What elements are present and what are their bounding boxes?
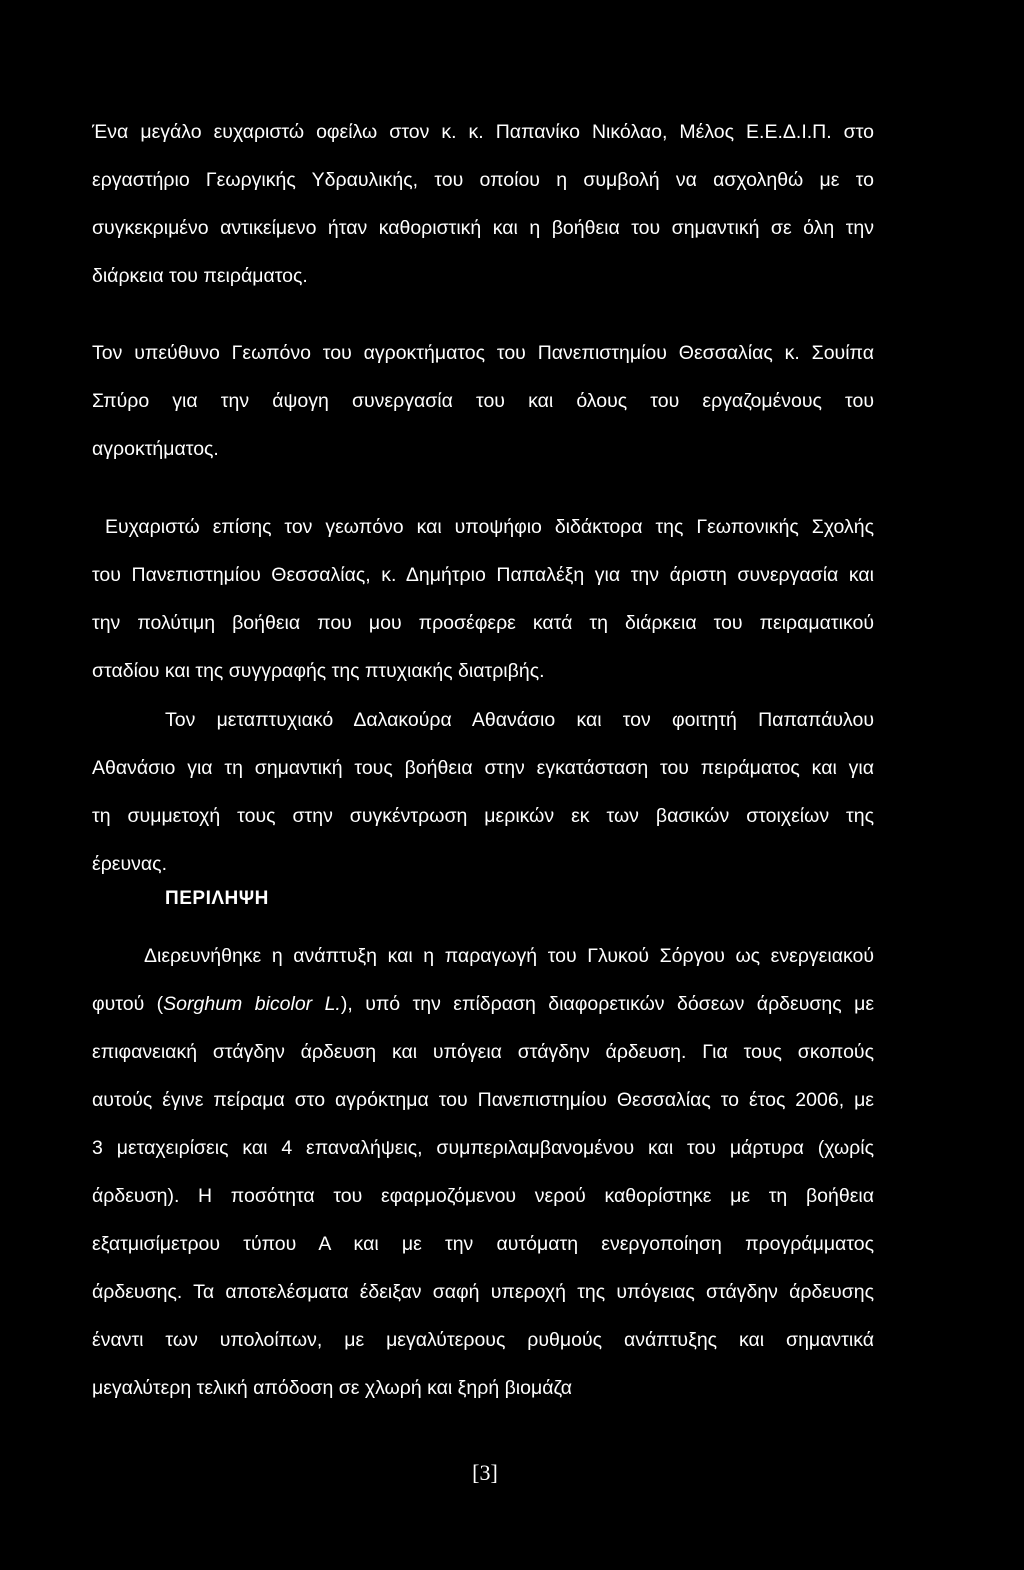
text-line: επιφανειακή στάγδην άρδευση και υπόγεια στάγδην άρδευση. Για τους σκοπούς: [92, 1041, 874, 1063]
text-line: σταδίου και της συγγραφής της πτυχιακής διατριβής.: [92, 660, 545, 682]
text-fragment: ), υπό την επίδραση διαφορετικών δόσεων άρδευσης με: [340, 993, 875, 1015]
text-line: 3 μεταχειρίσεις και 4 επαναλήψεις, συμπεριλαμβανομένου και του μάρτυρα (χωρίς: [92, 1137, 874, 1159]
text-line: διάρκεια του πειράματος.: [92, 265, 308, 287]
text-fragment: φυτού (: [92, 993, 164, 1015]
acknowledgement-paragraph-1: [92, 108, 874, 300]
text-line: άρδευσης. Τα αποτελέσματα έδειξαν σαφή υπεροχή της υπόγειας στάγδην άρδευσης: [92, 1281, 874, 1303]
acknowledgement-paragraph-4: [92, 696, 874, 888]
summary-heading: ΠΕΡΙΛΗΨΗ: [165, 888, 269, 909]
text-line: [92, 980, 874, 1028]
text-line: Τον μεταπτυχιακό Δαλακούρα Αθανάσιο και τον φοιτητή Παπαπάυλου: [165, 709, 874, 731]
species-name: Sorghum bicolor L.: [163, 993, 341, 1015]
page-number: [0, 1460, 1024, 1486]
text-line: Ένα μεγάλο ευχαριστώ οφείλω στον κ. κ. Παπανίκο Νικόλαο, Μέλος Ε.Ε.Δ.Ι.Π. στο: [92, 121, 874, 143]
text-line: εργαστήριο Γεωργικής Υδραυλικής, του οποίου η συμβολή να ασχοληθώ με το: [92, 169, 874, 191]
text-line: εξατμισίμετρου τύπου Α και με την αυτόματη ενεργοποίηση προγράμματος: [92, 1233, 874, 1255]
text-line: έναντι των υπολοίπων, με μεγαλύτερους ρυθμούς ανάπτυξης και σημαντικά: [92, 1329, 874, 1351]
page-number-text: [3]: [472, 1460, 498, 1485]
acknowledgement-paragraph-3: [92, 503, 874, 695]
text-line: αγροκτήματος.: [92, 438, 219, 460]
text-line: έρευνας.: [92, 853, 167, 875]
text-line: Τον υπεύθυνο Γεωπόνο του αγροκτήματος του Πανεπιστημίου Θεσσαλίας κ. Σουίπα: [92, 342, 874, 364]
text-line: τη συμμετοχή τους στην συγκέντρωση μερικών εκ των βασικών στοιχείων της: [92, 805, 874, 827]
text-line: Διερευνήθηκε η ανάπτυξη και η παραγωγή του Γλυκού Σόργου ως ενεργειακού: [144, 945, 874, 967]
text-line: Ευχαριστώ επίσης τον γεωπόνο και υποψήφιο διδάκτορα της Γεωπονικής Σχολής: [105, 516, 874, 538]
text-line: συγκεκριμένο αντικείμενο ήταν καθοριστική και η βοήθεια του σημαντική σε όλη την: [92, 217, 874, 239]
text-line: Αθανάσιο για τη σημαντική τους βοήθεια στην εγκατάσταση του πειράματος και για: [92, 757, 874, 779]
text-line: Σπύρο για την άψογη συνεργασία του και όλους του εργαζομένους του: [92, 390, 874, 412]
text-line: την πολύτιμη βοήθεια που μου προσέφερε κατά τη διάρκεια του πειραματικού: [92, 612, 874, 634]
summary-paragraph: [92, 932, 874, 1412]
text-line: μεγαλύτερη τελική απόδοση σε χλωρή και ξηρή βιομάζα: [92, 1377, 573, 1399]
text-line: του Πανεπιστημίου Θεσσαλίας, κ. Δημήτριο Παπαλέξη για την άριστη συνεργασία και: [92, 564, 874, 586]
acknowledgement-paragraph-2: [92, 329, 874, 473]
text-line: άρδευση). Η ποσότητα του εφαρμοζόμενου νερού καθορίστηκε με τη βοήθεια: [92, 1185, 874, 1207]
text-line: αυτούς έγινε πείραμα στο αγρόκτημα του Πανεπιστημίου Θεσσαλίας το έτος 2006, με: [92, 1089, 874, 1111]
